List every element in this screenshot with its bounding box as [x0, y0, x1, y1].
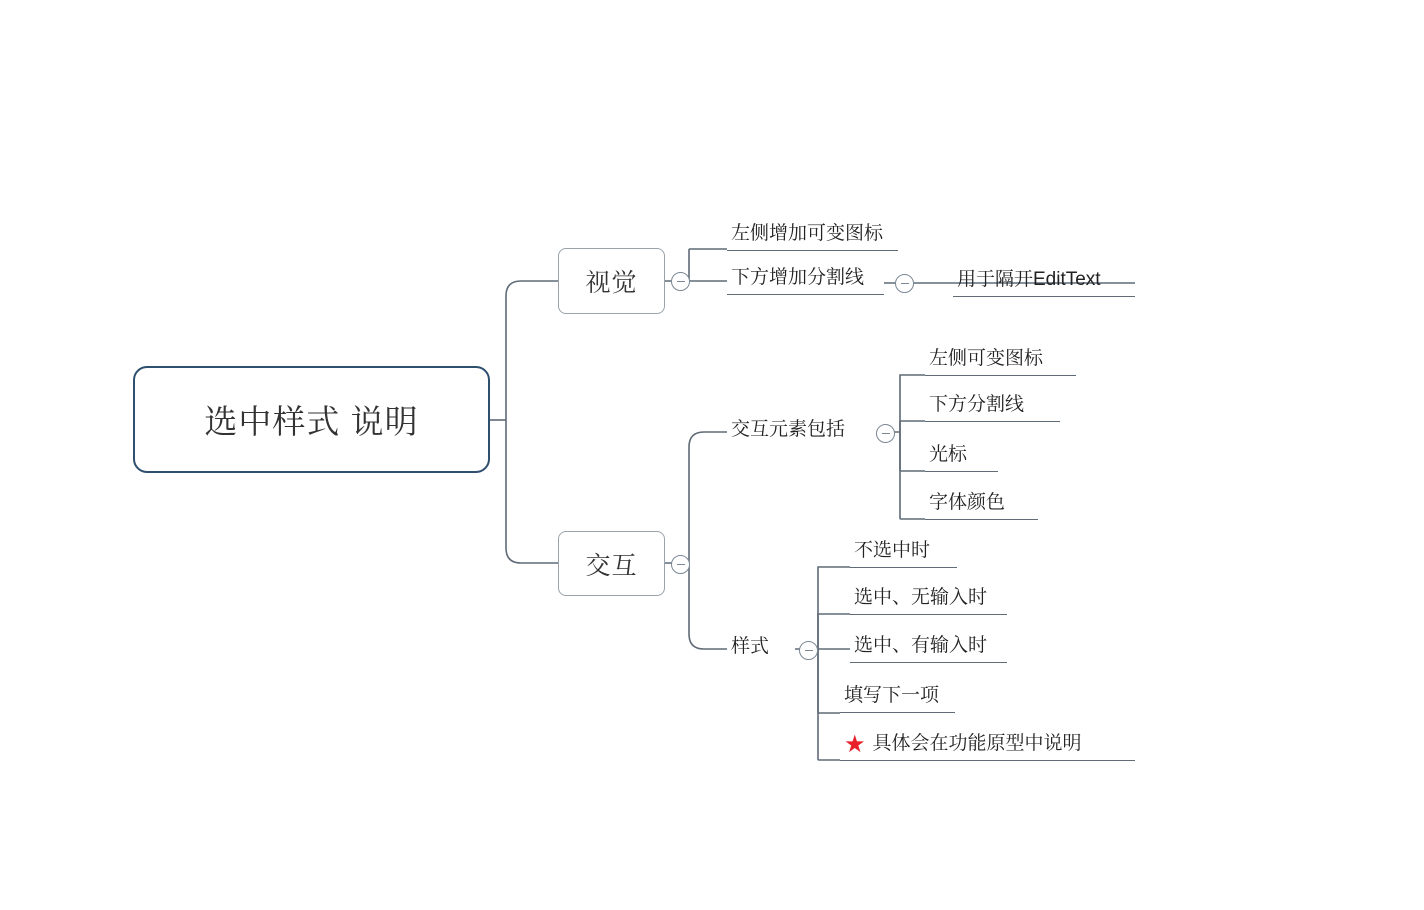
leaf-state-selected-empty[interactable] — [850, 588, 1007, 615]
branch-node-interaction-label: 交互 — [585, 551, 638, 580]
leaf-state-selected-filled[interactable] — [850, 636, 1007, 663]
collapse-toggle-yangshi[interactable] — [799, 641, 818, 660]
leaf-state-selected-filled-label: 选中、有输入时 — [854, 635, 988, 656]
leaf-add-divider-below-label: 下方增加分割线 — [731, 267, 865, 288]
leaf-left-icon[interactable] — [925, 349, 1076, 376]
leaf-note-prototype[interactable] — [840, 731, 1135, 761]
collapse-toggle-jiaohuyuansu[interactable] — [876, 424, 895, 443]
leaf-state-unselected[interactable] — [850, 541, 957, 568]
leaf-bottom-divider-label: 下方分割线 — [929, 394, 1025, 415]
node-styles-label: 样式 — [731, 636, 770, 657]
leaf-state-unselected-label: 不选中时 — [854, 540, 931, 561]
node-styles[interactable] — [727, 636, 795, 663]
collapse-toggle-jiaohu[interactable] — [671, 555, 690, 574]
leaf-left-icon-label: 左侧可变图标 — [929, 348, 1044, 369]
leaf-bottom-divider[interactable] — [925, 395, 1060, 422]
leaf-font-color[interactable] — [925, 493, 1038, 520]
branch-node-visual[interactable] — [558, 248, 665, 314]
leaf-state-next-field[interactable] — [840, 686, 955, 713]
leaf-left-variable-icon-label: 左侧增加可变图标 — [731, 223, 884, 244]
leaf-state-selected-empty-label: 选中、无输入时 — [854, 587, 988, 608]
leaf-separate-edittext-label: 用于隔开EditText — [957, 269, 1101, 290]
leaf-add-divider-below[interactable] — [727, 268, 884, 295]
root-node-label: 选中样式 说明 — [204, 403, 419, 440]
node-interaction-elements-label: 交互元素包括 — [731, 419, 846, 440]
collapse-toggle-fengexian[interactable] — [895, 274, 914, 293]
collapse-toggle-shijue[interactable] — [671, 272, 690, 291]
leaf-separate-edittext[interactable] — [953, 270, 1135, 297]
leaf-state-next-field-label: 填写下一项 — [844, 685, 940, 706]
branch-node-visual-label: 视觉 — [585, 269, 638, 297]
leaf-font-color-label: 字体颜色 — [929, 492, 1006, 513]
root-node[interactable] — [133, 366, 490, 473]
red-star-icon: ★ — [844, 731, 866, 758]
node-interaction-elements[interactable] — [727, 419, 878, 446]
leaf-cursor-label: 光标 — [929, 444, 968, 465]
leaf-cursor[interactable] — [925, 445, 998, 472]
branch-node-interaction[interactable] — [558, 531, 665, 596]
leaf-note-prototype-label: 具体会在功能原型中说明 — [872, 733, 1082, 754]
leaf-left-variable-icon[interactable] — [727, 224, 898, 251]
